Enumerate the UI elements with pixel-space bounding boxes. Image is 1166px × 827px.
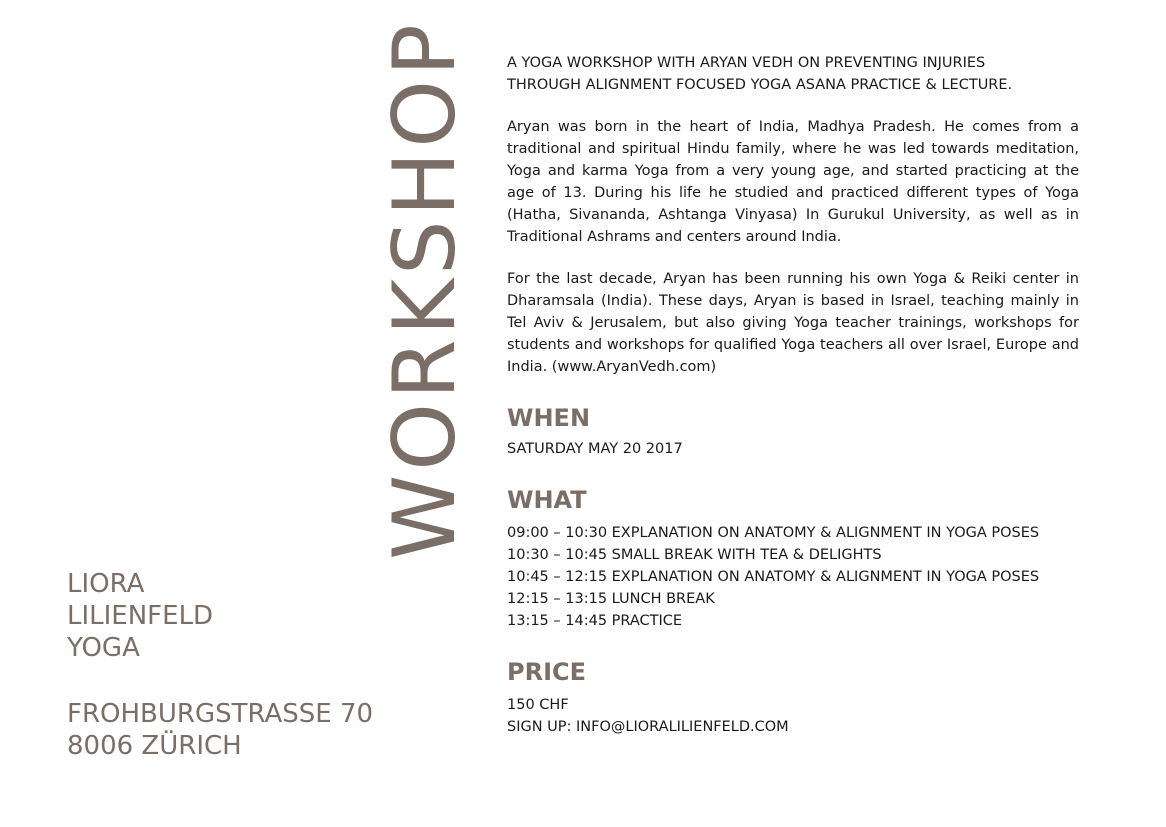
intro-line: A YOGA WORKSHOP WITH ARYAN VEDH ON PREVENTING INJURIES [507,55,986,71]
studio-name [67,568,213,664]
event-date: SATURDAY MAY 20 2017 [507,441,683,457]
page-title: WORKSHOP [375,20,475,560]
bio-paragraph: For the last decade, Aryan has been running his own Yoga & Reiki center in Dharamsala (India). These days, Aryan is based in Israel, teaching mainly in Tel Aviv & Jerusalem, but also giving Yoga teacher trainings, workshops for students and workshops for qualified Yoga teachers all over Israel, Europe and India. (www.AryanVedh.com) [507,271,1079,375]
schedule-item: 12:15 – 13:15 LUNCH BREAK [507,591,715,607]
main-content [507,52,1087,738]
schedule-item: 10:30 – 10:45 SMALL BREAK WITH TEA & DELIGHTS [507,547,882,563]
bio-paragraph: Aryan was born in the heart of India, Madhya Pradesh. He comes from a traditional and spiritual Hindu family, where he was led towards meditation, Yoga and karma Yoga from a very young age, and started practicing at the age of 13. During his life he studied and practiced different types of Yoga (Hatha, Sivananda, Ashtanga Vinyasa) In Gurukul University, as well as in Traditional Ashrams and centers around India. [507,119,1079,245]
price-heading: PRICE [507,658,587,686]
intro-text [507,52,1087,96]
signup-email: SIGN UP: INFO@LIORALILIENFELD.COM [507,719,789,735]
studio-name-line: YOGA [67,633,140,663]
when-heading: WHEN [507,404,591,432]
schedule-item: 09:00 – 10:30 EXPLANATION ON ANATOMY & ALIGNMENT IN YOGA POSES [507,525,1040,541]
schedule-list [507,522,1087,632]
schedule-item: 13:15 – 14:45 PRACTICE [507,613,683,629]
schedule-item: 10:45 – 12:15 EXPLANATION ON ANATOMY & ALIGNMENT IN YOGA POSES [507,569,1040,585]
studio-name-line: LIORA [67,569,145,599]
price-amount: 150 CHF [507,697,569,713]
address-city: 8006 ZÜRICH [67,731,242,761]
price-block [507,694,1087,738]
what-heading: WHAT [507,486,587,514]
studio-address [67,698,373,762]
intro-line: THROUGH ALIGNMENT FOCUSED YOGA ASANA PRACTICE & LECTURE. [507,77,1013,93]
studio-name-line: LILIENFELD [67,601,214,631]
address-street: FROHBURGSTRASSE 70 [67,699,374,729]
